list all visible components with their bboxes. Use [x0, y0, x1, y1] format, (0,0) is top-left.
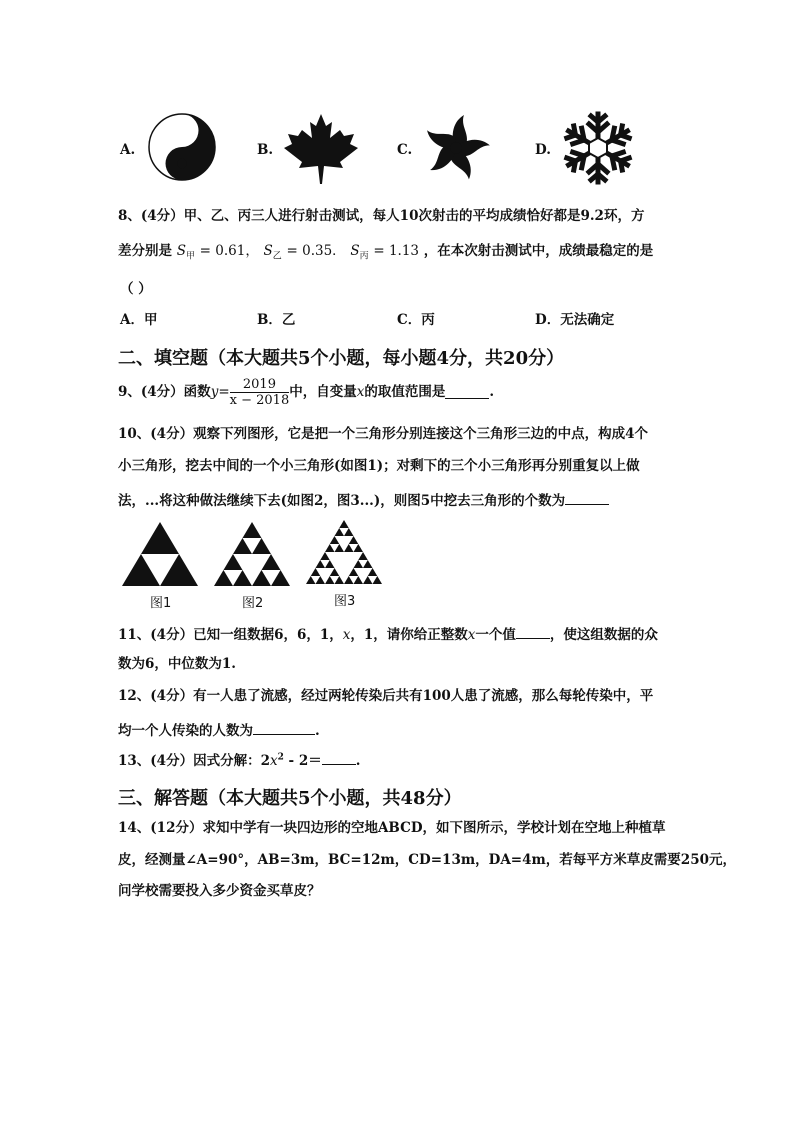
q8-line1: 8、(4分）甲、乙、丙三人进行射击测试，每人10次射击的平均成绩恰好都是9.2环，方 — [118, 208, 645, 224]
caption-figure-1: 图1 — [150, 596, 172, 611]
q8-answer-paren: （ ） — [120, 281, 152, 297]
q14-line3: 问学校需要投入多少资金买草皮？ — [118, 883, 321, 899]
q10-line3: 法，...将这种做法继续下去(如图2，图3...)，则图5中挖去三角形的个数为 — [118, 492, 609, 509]
q8-option-a: A．甲 — [120, 312, 158, 328]
q13-line: 13、(4分）因式分解：$2x^2 - 2=$ . — [118, 752, 361, 769]
q14-line1: 14、(12分）求知中学有一块四边形的空地ABCD，如下图所示，学校计划在空地上种植草 — [118, 820, 666, 836]
q11-answer-blank[interactable] — [516, 626, 550, 639]
sierpinski-figure-3 — [306, 520, 382, 584]
q9-line: 9、(4分）函数 y= $\frac{2019}{x - 2018}$ 中，自变量 x 的取值范围是 . — [118, 377, 495, 408]
q10-answer-blank[interactable] — [565, 492, 609, 505]
option-c-label: C. — [397, 142, 413, 158]
q11-line2: 数为6，中位数为1. — [118, 656, 236, 672]
bauhinia-flower-icon — [420, 112, 492, 184]
q12-answer-blank[interactable] — [253, 722, 315, 735]
q8-option-d: D．无法确定 — [535, 312, 615, 328]
q12-line2: 均一个人传染的人数为 . — [118, 723, 320, 739]
snowflake-icon — [560, 110, 636, 186]
q13-answer-blank[interactable] — [322, 752, 356, 765]
q9-fraction: $\frac{2019}{x - 2018}$ — [229, 377, 290, 408]
yin-yang-icon — [147, 112, 217, 182]
section-3-heading: 三、解答题（本大题共5个小题，共48分） — [118, 788, 462, 809]
q10-line2: 小三角形，挖去中间的一个小三角形(如图1)；对剩下的三个小三角形再分别重复以上做 — [118, 458, 640, 474]
section-2-heading: 二、填空题（本大题共5个小题，每小题4分，共20分） — [118, 348, 565, 369]
q8-line2: 差分别是 $S_甲 = 0.61$， $S_乙 = 0.35$． $S_丙 = 1.13$ ，在本次射击测试中，成绩最稳定的是 — [118, 243, 654, 262]
sierpinski-figure-1 — [122, 522, 198, 586]
caption-figure-3: 图3 — [334, 594, 356, 609]
option-a-label: A. — [120, 142, 136, 158]
caption-figure-2: 图2 — [242, 596, 264, 611]
q11-line1: 11、(4分）已知一组数据6，6，1，x，1，请你给正整数x一个值 ，使这组数据的众 — [118, 627, 658, 643]
q14-line2: 皮，经测量∠A=90°，AB=3m，BC=12m，CD=13m，DA=4m，若每平方米草皮需要250元， — [118, 852, 736, 868]
q8-option-b: B．乙 — [257, 312, 296, 328]
q12-line1: 12、(4分）有一人患了流感，经过两轮传染后共有100人患了流感，那么每轮传染中，平 — [118, 688, 654, 704]
option-d-label: D. — [535, 142, 551, 158]
q9-answer-blank[interactable] — [445, 386, 489, 399]
option-b-label: B. — [257, 142, 274, 158]
q8-option-c: C．丙 — [397, 312, 435, 328]
maple-leaf-icon — [282, 112, 360, 184]
sierpinski-figure-2 — [214, 522, 290, 586]
q10-line1: 10、(4分）观察下列图形，它是把一个三角形分别连接这个三角形三边的中点，构成4个 — [118, 426, 648, 442]
